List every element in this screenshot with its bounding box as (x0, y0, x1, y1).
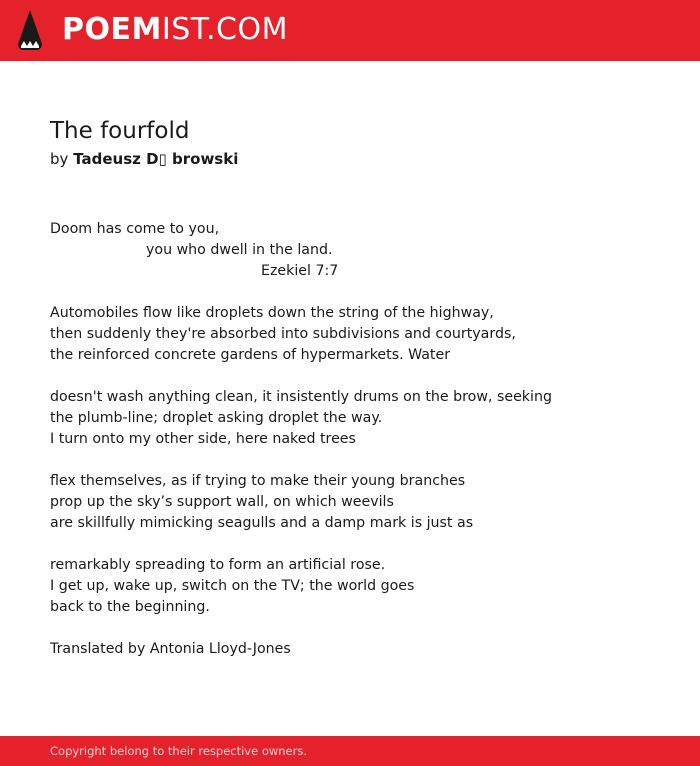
poem-line: prop up the sky’s support wall, on which weevils (50, 494, 394, 510)
poem-body (50, 219, 670, 660)
poem-line: are skillfully mimicking seagulls and a damp mark is just as (50, 515, 474, 531)
stanza-break (50, 618, 670, 639)
stanza-break (50, 534, 670, 555)
translator-credit: Translated by Antonia Lloyd-Jones (50, 641, 291, 657)
epigraph-line: you who dwell in the land. (146, 242, 333, 258)
stanza-break (50, 366, 670, 387)
poem-line: doesn't wash anything clean, it insistently drums on the brow, seeking (50, 389, 552, 405)
poem-line: back to the beginning. (50, 599, 210, 615)
poem-line: the reinforced concrete gardens of hypermarkets. Water (50, 347, 451, 363)
logo-text-light: IST.COM (161, 12, 288, 47)
pencil-icon[interactable] (16, 8, 44, 52)
site-header (0, 0, 700, 61)
stanza-break (50, 450, 670, 471)
poem-line: I get up, wake up, switch on the TV; the world goes (50, 578, 415, 594)
copyright-notice: Copyright belong to their respective owners. (50, 744, 308, 758)
site-logo[interactable] (62, 13, 288, 47)
poem-line: remarkably spreading to form an artificial rose. (50, 557, 386, 573)
byline-prefix: by (50, 150, 69, 168)
epigraph-source: Ezekiel 7:7 (261, 263, 339, 279)
poem-title: The fourfold (50, 118, 190, 144)
epigraph-line: Doom has come to you, (50, 221, 220, 237)
poem-line: then suddenly they're absorbed into subdivisions and courtyards, (50, 326, 516, 342)
logo-text-bold: POEM (62, 12, 162, 47)
poem-line: I turn onto my other side, here naked trees (50, 431, 356, 447)
byline (50, 149, 238, 169)
stanza-break (50, 282, 670, 303)
author-name[interactable]: Tadeusz D▯ browski (73, 150, 239, 168)
poem-line: flex themselves, as if trying to make their young branches (50, 473, 466, 489)
poem-line: Automobiles flow like droplets down the string of the highway, (50, 305, 494, 321)
poem-line: the plumb-line; droplet asking droplet the way. (50, 410, 383, 426)
site-footer (0, 736, 700, 766)
